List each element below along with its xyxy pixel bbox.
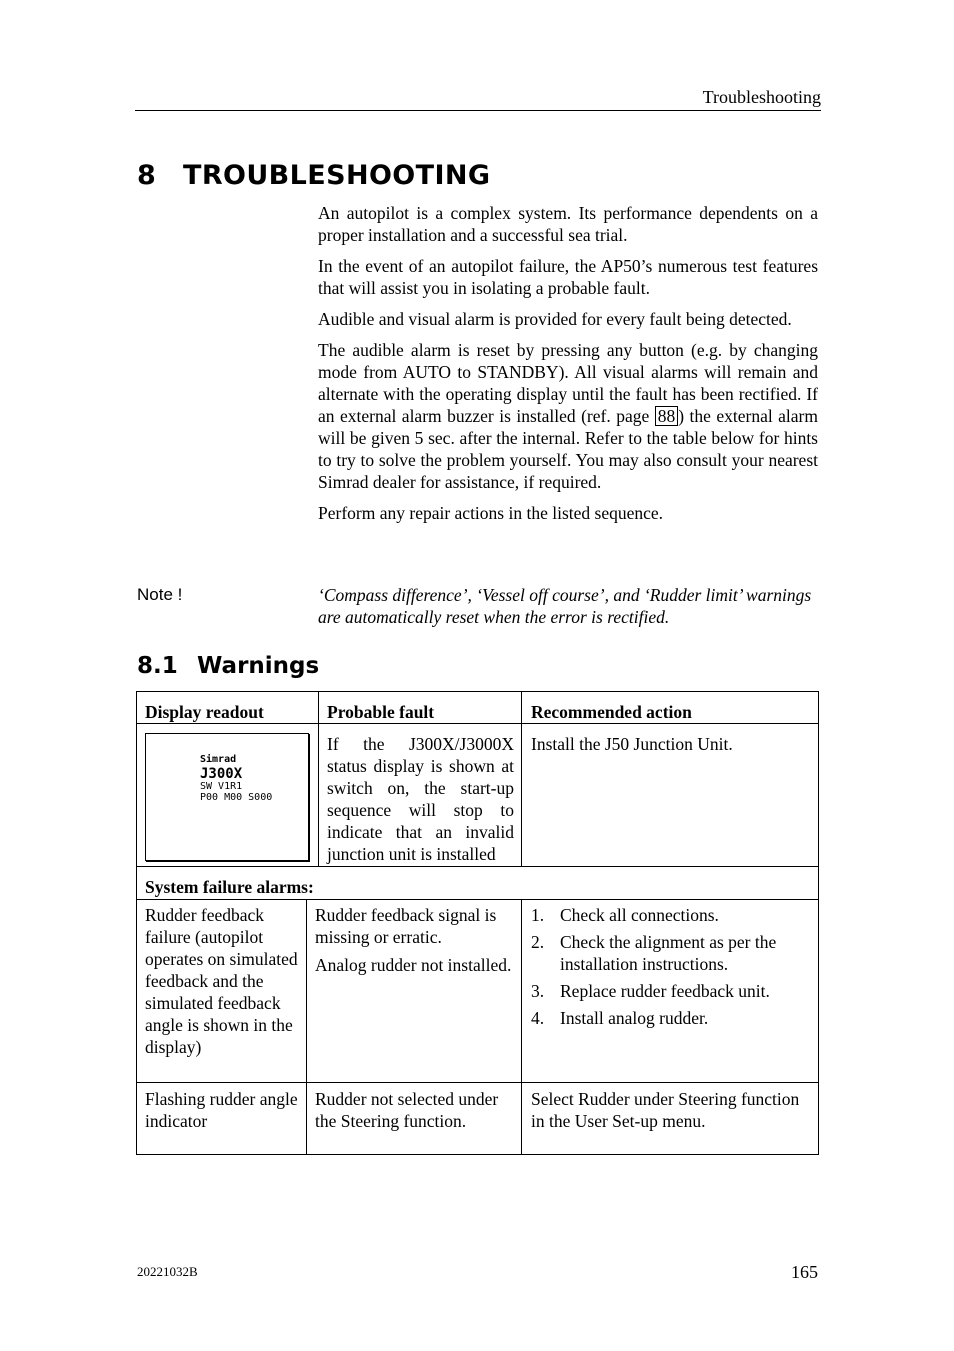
group-divider [136, 899, 819, 900]
column-divider [318, 691, 319, 724]
action-step [531, 904, 813, 926]
screen-line-software: SW V1R1 [200, 781, 243, 792]
column-divider [306, 899, 307, 1155]
warnings-table [136, 691, 819, 1155]
chapter-title [137, 157, 490, 195]
action-step [531, 1007, 813, 1029]
alarm-text-part-2: ) the external alarm will be given 5 sec. after the internal. Refer to the table below for hints to try to solve the problem yourself. You may also consult your nearest Simrad dealer for assistance, if required. [318, 406, 818, 492]
note-label: Note ! [137, 585, 183, 604]
row3-recommended-action: Select Rudder under Steering function in the User Set-up menu. [531, 1089, 800, 1131]
page-number: 165 [791, 1262, 818, 1282]
column-header-display-readout: Display readout [145, 702, 264, 722]
column-divider [521, 691, 522, 867]
action-step-text: Install analog rudder. [560, 1008, 709, 1028]
chapter-number: 8 [137, 160, 157, 191]
document-code: 20221032B [137, 1264, 198, 1279]
row2-recommended-action [531, 904, 813, 1034]
column-header-probable-fault: Probable fault [327, 702, 435, 722]
action-step-text: Replace rudder feedback unit. [560, 981, 770, 1001]
table-border-left [136, 691, 137, 1155]
action-steps-list [531, 904, 813, 1029]
table-border-bottom [136, 1154, 819, 1155]
section-title [137, 649, 319, 683]
row2-fault-paragraph: Rudder feedback signal is missing or erratic. [315, 905, 497, 947]
section-number: 8.1 [137, 653, 178, 679]
intro-paragraph-3: Audible and visual alarm is provided for every fault being detected. [318, 309, 792, 329]
action-step-number: 4. [531, 1008, 545, 1028]
intro-paragraph-2: In the event of an autopilot failure, the AP50’s numerous test features that will assist you in isolating a probable fault. [318, 256, 818, 298]
screen-line-brand: Simrad [200, 754, 237, 765]
intro-text [318, 202, 818, 533]
display-readout-screen [145, 733, 309, 861]
row-divider [136, 866, 819, 867]
row2-display-readout: Rudder feedback failure (autopilot operates on simulated feedback and the simulated feedback angle is shown in the display) [145, 905, 298, 1057]
action-step-text: Check the alignment as per the installation instructions. [560, 932, 777, 974]
row2-fault-paragraph: Analog rudder not installed. [315, 955, 512, 975]
page-reference-link[interactable]: 88 [655, 406, 679, 426]
row3-display-readout: Flashing rudder angle indicator [145, 1089, 298, 1131]
column-divider [318, 723, 319, 867]
table-border-top [136, 691, 819, 692]
system-failure-alarms-label: System failure alarms: [145, 877, 314, 897]
action-step-number: 2. [531, 932, 545, 952]
action-step [531, 980, 813, 1002]
row1-probable-fault: If the J300X/J3000X status display is shown at switch on, the start-up sequence will stop to indicate that an invalid junction unit is installed [327, 734, 514, 864]
action-step-number: 3. [531, 981, 545, 1001]
table-border-right [818, 691, 819, 1155]
header-divider [136, 723, 819, 724]
screen-line-status: P00 M00 S000 [200, 792, 273, 803]
action-step [531, 931, 813, 975]
section-title-text: Warnings [197, 653, 320, 679]
column-header-recommended-action: Recommended action [531, 702, 692, 722]
row-divider [136, 1082, 819, 1083]
action-step-text: Check all connections. [560, 905, 719, 925]
action-step-number: 1. [531, 905, 545, 925]
row2-probable-fault [315, 904, 515, 982]
running-header: Troubleshooting [702, 87, 821, 107]
header-rule [135, 110, 821, 111]
alarm-text-part-1: The audible alarm is reset by pressing any button (e.g. by changing mode from AUTO to STANDBY). All visual alarms will remain and alternate with the operating display until the fault has been rectified. If an external alarm buzzer is installed (ref. page [318, 340, 818, 426]
intro-paragraph-1: An autopilot is a complex system. Its performance dependents on a proper installation and a successful sea trial. [318, 203, 818, 245]
intro-paragraph-5: Perform any repair actions in the listed sequence. [318, 503, 664, 523]
note-text: ‘Compass difference’, ‘Vessel off course’, and ‘Rudder limit’ warnings are automatically reset when the error is rectified. [318, 585, 812, 627]
intro-paragraph-4 [318, 339, 818, 493]
column-divider [521, 899, 522, 1155]
screen-line-model: J300X [200, 766, 243, 782]
chapter-title-text: TROUBLESHOOTING [183, 160, 491, 191]
row1-recommended-action: Install the J50 Junction Unit. [531, 734, 733, 754]
row3-probable-fault: Rudder not selected under the Steering function. [315, 1089, 499, 1131]
